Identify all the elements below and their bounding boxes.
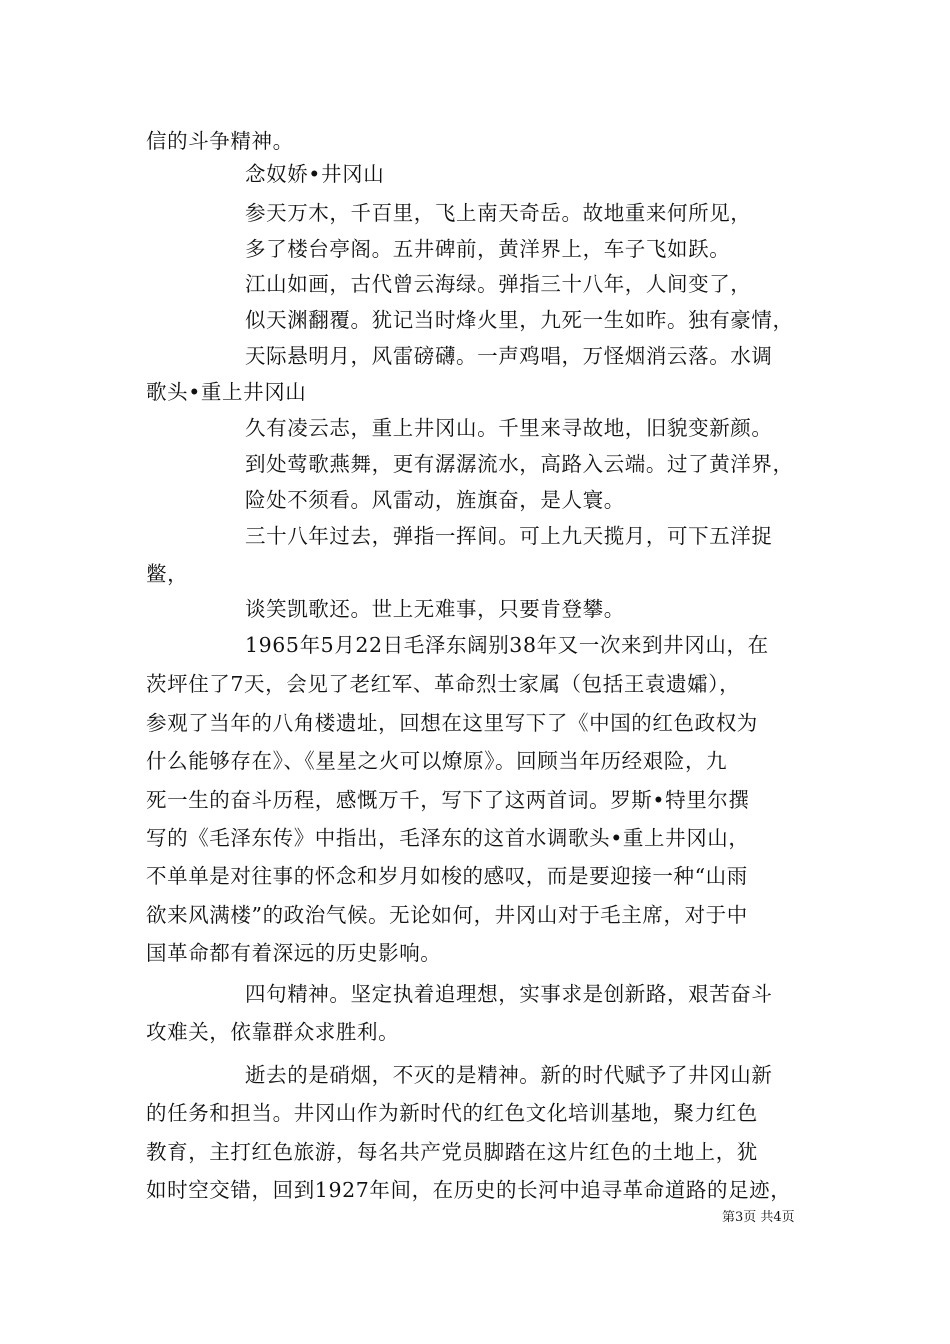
paragraph-line: 欲来风满楼”的政治气候。无论如何，井冈山对于毛主席，对于中 — [146, 903, 748, 927]
paragraph-line: 攻难关，依靠群众求胜利。 — [146, 1020, 400, 1044]
poem-title: 念奴娇•井冈山 — [245, 162, 385, 186]
page-number-footer: 第3页 共4页 — [722, 1210, 795, 1225]
paragraph-line: 什么能够存在》、《星星之火可以燎原》。回顾当年历经艰险，九 — [146, 749, 728, 773]
paragraph-line: 1965年5月22日毛泽东阔别38年又一次来到井冈山，在 — [245, 633, 769, 657]
poem-line: 鳖， — [146, 562, 189, 586]
paragraph-line: 逝去的是硝烟，不灭的是精神。新的时代赋予了井冈山新 — [245, 1063, 773, 1087]
poem-line: 似天渊翻覆。犹记当时烽火里，九死一生如昨。独有豪情， — [245, 308, 794, 332]
poem-line: 多了楼台亭阁。五井碑前，黄洋界上，车子飞如跃。 — [245, 237, 731, 261]
paragraph-line: 如时空交错，回到1927年间，在历史的长河中追寻革命道路的足迹， — [146, 1178, 792, 1202]
poem-line: 久有凌云志，重上井冈山。千里来寻故地，旧貌变新颜。 — [245, 416, 773, 440]
poem-line: 参天万木，千百里，飞上南天奇岳。故地重来何所见， — [245, 201, 752, 225]
text-line: 信的斗争精神。 — [146, 129, 294, 153]
paragraph-line: 教育，主打红色旅游，每名共产党员脚踏在这片红色的土地上，犹 — [146, 1140, 758, 1164]
paragraph-line: 死一生的奋斗历程，感慨万千，写下了这两首词。罗斯•特里尔撰 — [146, 788, 750, 812]
paragraph-line: 四句精神。坚定执着追理想，实事求是创新路，艰苦奋斗 — [245, 982, 773, 1006]
poem-line: 险处不须看。风雷动，旌旗奋，是人寰。 — [245, 488, 625, 512]
paragraph-line: 的任务和担当。井冈山作为新时代的红色文化培训基地，聚力红色 — [146, 1101, 758, 1125]
paragraph-line: 参观了当年的八角楼遗址，回想在这里写下了《中国的红色政权为 — [146, 711, 758, 735]
poem-line: 谈笑凯歌还。世上无难事，只要肯登攀。 — [245, 597, 625, 621]
paragraph-line: 不单单是对往事的怀念和岁月如梭的感叹，而是要迎接一种“山雨 — [146, 864, 748, 888]
paragraph-line: 国革命都有着深远的历史影响。 — [146, 941, 442, 965]
paragraph-line: 茨坪住了7天，会见了老红军、革命烈士家属（包括王袁遗孀）， — [146, 672, 741, 696]
poem-line: 江山如画，古代曾云海绿。弹指三十八年，人间变了， — [245, 272, 752, 296]
paragraph-line: 写的《毛泽东传》中指出，毛泽东的这首水调歌头•重上井冈山， — [146, 826, 750, 850]
poem-title: 歌头•重上井冈山 — [146, 380, 307, 404]
poem-line: 天际悬明月，风雷磅礴。一声鸡唱，万怪烟消云落。水调 — [245, 344, 773, 368]
poem-line: 三十八年过去，弹指一挥间。可上九天揽月，可下五洋捉 — [245, 524, 773, 548]
poem-line: 到处莺歌燕舞，更有潺潺流水，高路入云端。过了黄洋界， — [245, 452, 794, 476]
